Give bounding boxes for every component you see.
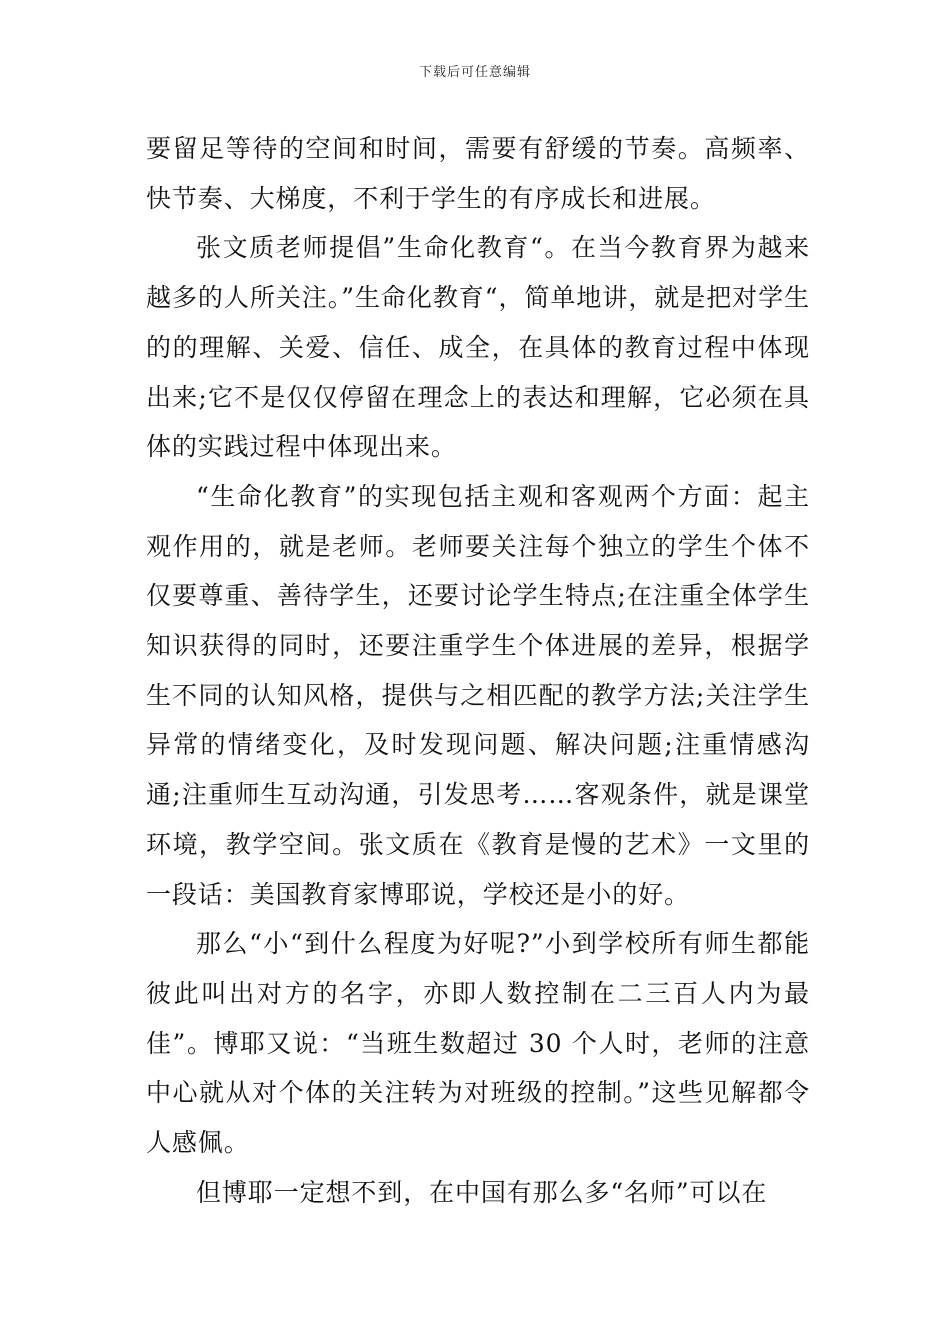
paragraph-2: 张文质老师提倡”生命化教育“。在当今教育界为越来越多的人所关注。”生命化教育“，简单地讲，就是把对学生的的理解、关爱、信任、成全，在具体的教育过程中体现出来;它不是仅仅停留在理念上的表达和理解，它必须在具体的实践过程中体现出来。: [146, 233, 810, 462]
paragraph-1: 要留足等待的空间和时间，需要有舒缓的节奏。高频率、快节奏、大梯度，不利于学生的有序成长和进展。: [146, 134, 810, 213]
paragraph-5: 但博耶一定想不到，在中国有那么多“名师”可以在: [196, 1177, 768, 1207]
document-body: [146, 124, 810, 1217]
paragraph-3: “生命化教育”的实现包括主观和客观两个方面：起主观作用的，就是老师。老师要关注每个独立的学生个体不仅要尊重、善待学生，还要讨论学生特点;在注重全体学生知识获得的同时，还要注重学生个体进展的差异，根据学生不同的认知风格，提供与之相匹配的教学方法;关注学生异常的情绪变化，及时发现问题、解决问题;注重情感沟通;注重师生互动沟通，引发思考……客观条件，就是课堂环境，教学空间。张文质在《教育是慢的艺术》一文里的一段话：美国教育家博耶说，学校还是小的好。: [146, 481, 810, 909]
paragraph-4: 那么“小“到什么程度为好呢?”小到学校所有师生都能彼此叫出对方的名字，亦即人数控制在二三百人内为最佳”。博耶又说：“当班生数超过 30 个人时，老师的注意中心就从对个体的关注转为对班级的控制。”这些见解都令人感佩。: [146, 929, 810, 1158]
page-header: 下载后可任意编辑: [418, 65, 531, 80]
